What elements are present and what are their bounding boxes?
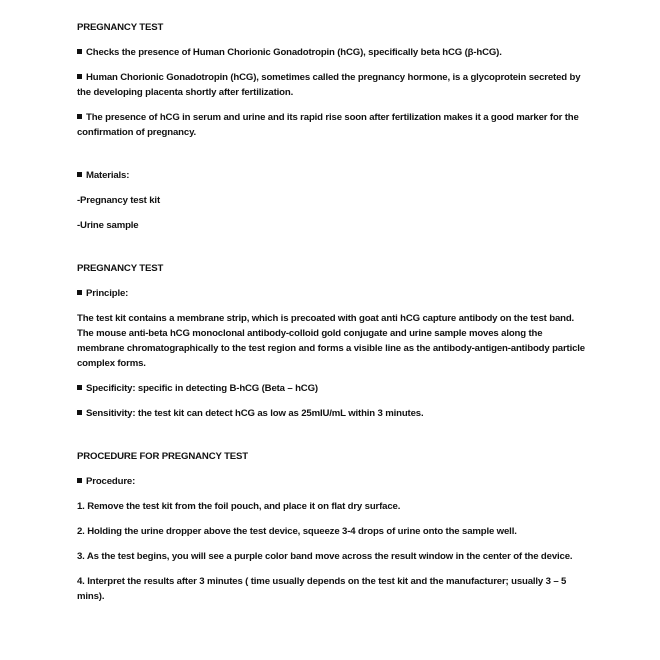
bullet-square-icon — [77, 172, 82, 177]
bullet-hcg-definition — [77, 70, 587, 100]
bullet-text: Procedure: — [86, 476, 136, 487]
bullet-text: Human Chorionic Gonadotropin (hCG), sometimes called the pregnancy hormone, is a glycoprotein secreted by the developing placenta shortly after fertilization. — [77, 72, 581, 98]
procedure-step-1: 1. Remove the test kit from the foil pouch, and place it on flat dry surface. — [77, 501, 401, 512]
procedure-label — [77, 474, 587, 489]
bullet-square-icon — [77, 290, 82, 295]
bullet-text: Sensitivity: the test kit can detect hCG as low as 25mIU/mL within 3 minutes. — [86, 408, 424, 419]
bullet-text: Principle: — [86, 288, 129, 299]
bullet-square-icon — [77, 385, 82, 390]
material-item-test-kit: -Pregnancy test kit — [77, 195, 160, 206]
document-content — [77, 20, 587, 604]
procedure-step-4: 4. Interpret the results after 3 minutes ( time usually depends on the test kit and the manufacturer; usually 3 – 5 mins). — [77, 576, 567, 602]
principle-label — [77, 286, 587, 301]
section-title-procedure: PROCEDURE FOR PREGNANCY TEST — [77, 451, 248, 462]
bullet-square-icon — [77, 114, 82, 119]
principle-paragraph: The test kit contains a membrane strip, which is precoated with goat anti hCG capture antibody on the test band. The mouse anti-beta hCG monoclonal antibody-colloid gold conjugate and urine sample moves along the membrane chromatographically to the test region and forms a visible line as the antibody-antigen-antibody particle complex forms. — [77, 313, 585, 369]
bullet-text: Checks the presence of Human Chorionic Gonadotropin (hCG), specifically beta hCG (β-hCG). — [86, 47, 502, 58]
specificity-line — [77, 381, 587, 396]
bullet-text: Specificity: specific in detecting B-hCG (Beta – hCG) — [86, 383, 318, 394]
bullet-hcg-presence — [77, 45, 587, 60]
procedure-step-3: 3. As the test begins, you will see a purple color band move across the result window in the center of the device. — [77, 551, 573, 562]
sensitivity-line — [77, 406, 587, 421]
bullet-square-icon — [77, 410, 82, 415]
bullet-square-icon — [77, 478, 82, 483]
bullet-hcg-marker — [77, 110, 587, 140]
section-title-pregnancy-test-2: PREGNANCY TEST — [77, 263, 164, 274]
materials-label — [77, 168, 587, 183]
procedure-step-2: 2. Holding the urine dropper above the test device, squeeze 3-4 drops of urine onto the sample well. — [77, 526, 517, 537]
bullet-square-icon — [77, 74, 82, 79]
material-item-urine-sample: -Urine sample — [77, 220, 139, 231]
bullet-text: The presence of hCG in serum and urine and its rapid rise soon after fertilization makes it a good marker for the confirmation of pregnancy. — [77, 112, 579, 138]
bullet-square-icon — [77, 49, 82, 54]
section-title-pregnancy-test: PREGNANCY TEST — [77, 22, 164, 33]
bullet-text: Materials: — [86, 170, 130, 181]
